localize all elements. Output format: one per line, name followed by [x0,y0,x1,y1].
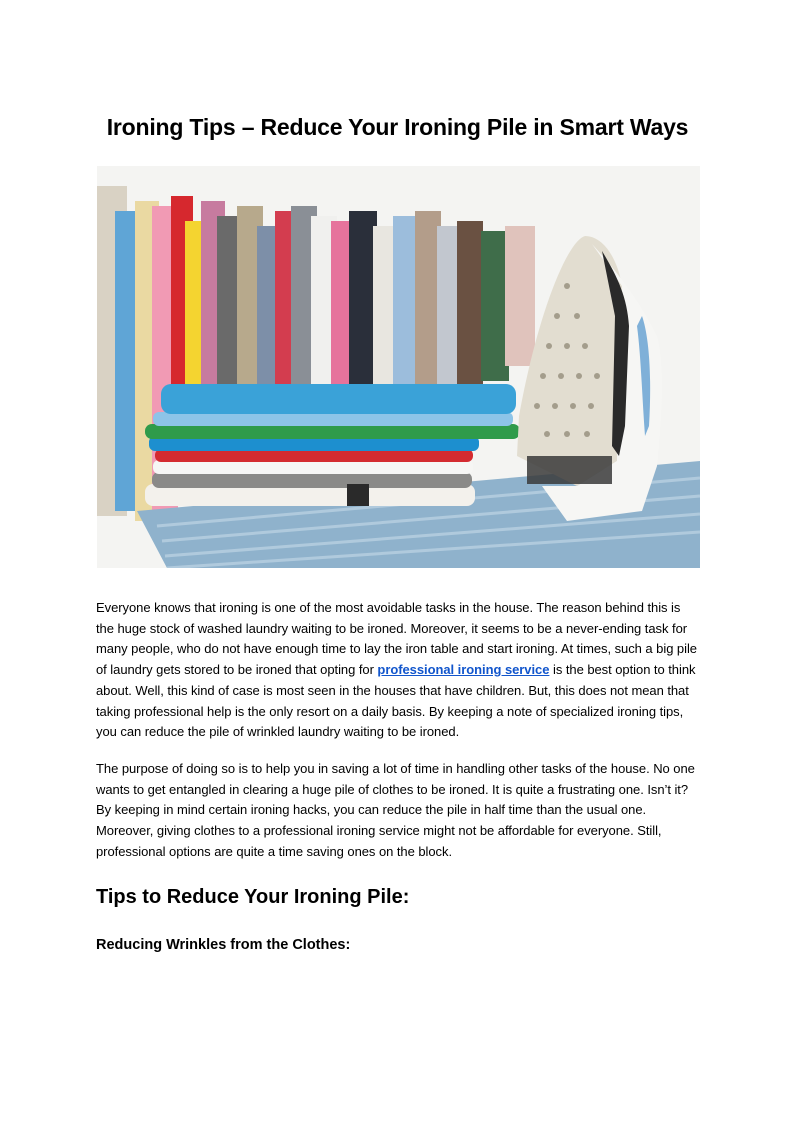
hero-image [97,166,700,568]
folded-clothes [145,384,520,506]
intro-paragraph: Everyone knows that ironing is one of the most avoidable tasks in the house. The reason behind this is the huge stock of washed laundry waiting to be ironed. Moreover, it seems to be a never-ending task for many people, who do not have enough time to lay the iron table and start ironing. At times, such a big pile of laundry gets stored to be ironed that opting for professional ironing service is the best option to think about. Well, this kind of case is most seen in the houses that have children. But, this does not mean that taking professional help is the only resort on a daily basis. By keeping a note of specialized ironing tips, you can reduce the pile of wrinkled laundry waiting to be ironed. [96,600,697,740]
purpose-paragraph: The purpose of doing so is to help you in saving a lot of time in handling other tasks of the house. No one wants to get entangled in clearing a huge pile of clothes to be ironed. It is quite a frustrating one. Isn’t it? By keeping in mind certain ironing hacks, you can reduce the pile in half time than the usual one. Moreover, giving clothes to a professional ironing service might not be affordable for everyone. Still, professional options are quite a time saving ones on the block. [96,761,695,859]
page-title: Ironing Tips – Reduce Your Ironing Pile in Smart Ways [106,114,689,140]
subsection-heading: Reducing Wrinkles from the Clothes: [96,937,351,953]
professional-ironing-service-link[interactable]: professional ironing service [377,662,550,678]
section-heading: Tips to Reduce Your Ironing Pile: [96,886,410,908]
